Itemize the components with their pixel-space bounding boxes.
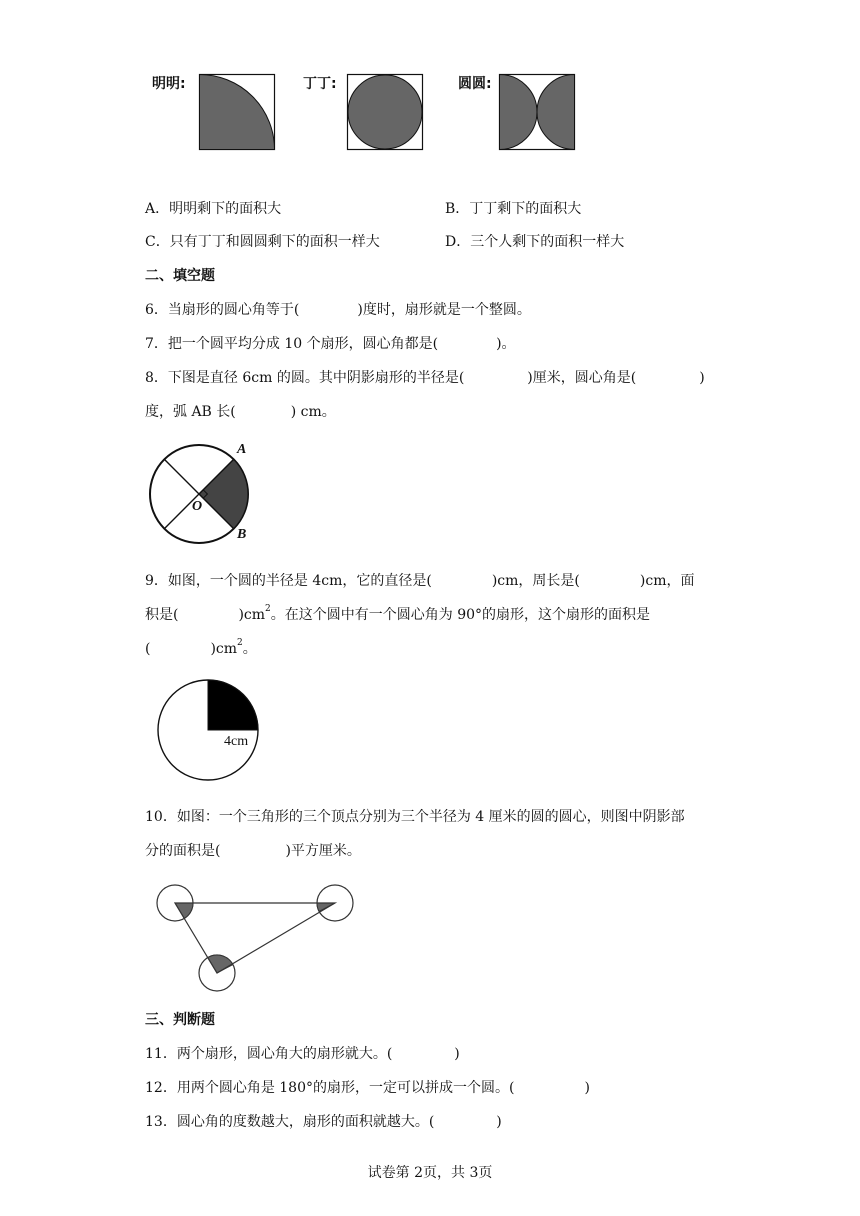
point-b-label: B	[237, 527, 247, 542]
radius-label: 4cm	[224, 734, 249, 749]
option-c: C．只有丁丁和圆圆剩下的面积一样大	[145, 234, 380, 250]
question-9-line3: ( )$cm^2$。	[145, 638, 257, 657]
q10-triangle-figure	[150, 876, 365, 996]
question-8-line2: 度，弧 AB 长( ) cm。	[145, 404, 336, 420]
question-10-line1: 10．如图：一个三角形的三个顶点分别为三个半径为 4 厘米的圆的圆心，则图中阴影部	[145, 809, 685, 825]
yuanyuan-figure	[499, 74, 575, 150]
q9-circle-figure	[155, 676, 265, 786]
page-footer: 试卷第 2页，共 3页	[367, 1165, 493, 1181]
section-title-true-false: 三、判断题	[145, 1012, 215, 1028]
question-11: 11．两个扇形，圆心角大的扇形就大。( )	[145, 1046, 460, 1062]
mingming-figure	[199, 74, 275, 150]
question-10-line2: 分的面积是( )平方厘米。	[145, 843, 361, 859]
section-title-fill-blank: 二、填空题	[145, 268, 215, 284]
mingming-label: 明明:	[152, 76, 186, 92]
point-o-label: O	[192, 499, 203, 514]
dingding-label: 丁丁:	[303, 76, 337, 92]
question-12: 12．用两个圆心角是 180°的扇形，一定可以拼成一个圆。( )	[145, 1080, 590, 1096]
option-a: A．明明剩下的面积大	[145, 201, 282, 217]
question-9-line1: 9．如图，一个圆的半径是 4cm，它的直径是( )cm，周长是( )cm，面	[145, 573, 695, 589]
question-9-line2: 积是( )$cm^2$。在这个圆中有一个圆心角为 90°的扇形，这个扇形的面积是	[145, 604, 651, 623]
option-d: D．三个人剩下的面积一样大	[445, 234, 625, 250]
question-8-line1: 8．下图是直径 6cm 的圆。其中阴影扇形的半径是( )厘米，圆心角是( )	[145, 370, 705, 386]
point-a-label: A	[237, 442, 247, 457]
option-b: B．丁丁剩下的面积大	[445, 201, 582, 217]
question-7: 7．把一个圆平均分成 10 个扇形，圆心角都是( )。	[145, 336, 516, 352]
yuanyuan-label: 圆圆:	[458, 76, 492, 92]
question-13: 13．圆心角的度数越大，扇形的面积就越大。( )	[145, 1114, 502, 1130]
dingding-figure	[347, 74, 423, 150]
question-6: 6．当扇形的圆心角等于( )度时，扇形就是一个整圆。	[145, 302, 531, 318]
